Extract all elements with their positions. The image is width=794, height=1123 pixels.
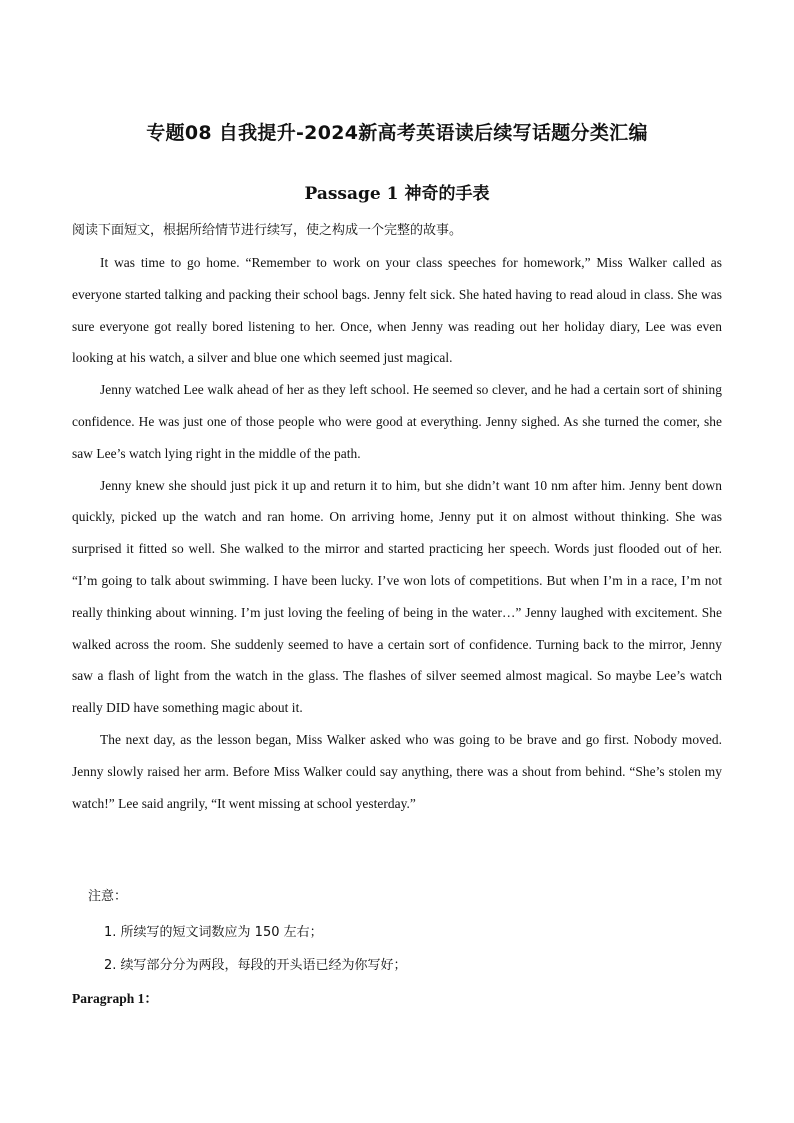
instruction-text: 阅读下面短文，根据所给情节进行续写，使之构成一个完整的故事。 bbox=[72, 223, 463, 238]
passage-title bbox=[0, 179, 794, 204]
passage-title-zh: 神奇的手表 bbox=[404, 184, 490, 204]
paragraph-1-label: Paragraph 1： bbox=[72, 991, 158, 1006]
passage-paragraph-3: Jenny knew she should just pick it up and return it to him, but she didn’t want 10 nm after him. Jenny bent down quickly, picked up the watch and ran home. On arriving home, Jenny put it on almost without thinking. She was surprised it fitted so well. She walked to the mirror and started practicing her speech. Words just flooded out of her. “I’m going to talk about swimming. I have been lucky. I’ve won lots of competitions. But when I’m in a race, I’m not really thinking about winning. I’m just loving the feeling of being in the water…” Jenny laughed with excitement. She walked across the room. She suddenly seemed to have a certain sort of confidence. Turning back to the mirror, Jenny saw a flash of light from the watch in the glass. The flashes of silver seemed almost magical. So maybe Lee’s watch really DID have something magic about it. bbox=[72, 477, 722, 716]
passage-body bbox=[72, 218, 722, 819]
passage-label: Passage 1 bbox=[304, 184, 399, 204]
passage-paragraph-2: Jenny watched Lee walk ahead of her as they left school. He seemed so clever, and he had a certain sort of shining confidence. He was just one of those people who were good at everything. Jenny sighed. As she turned the comer, she saw Lee’s watch lying right in the middle of the path. bbox=[72, 382, 722, 461]
notes-title: 注意： bbox=[88, 889, 128, 904]
note-item-1: 1. 所续写的短文词数应为 150 左右； bbox=[104, 925, 323, 940]
document-title: 专题08 自我提升-2024新高考英语读后续写话题分类汇编 bbox=[146, 122, 648, 144]
passage-paragraph-4: The next day, as the lesson began, Miss Walker asked who was going to be brave and go first. Nobody moved. Jenny slowly raised her arm. Before Miss Walker could say anything, there was a shout from behind. “She’s stolen my watch!” Lee said angrily, “It went missing at school yesterday.” bbox=[72, 731, 722, 811]
passage-paragraph-1: It was time to go home. “Remember to work on your class speeches for homework,” Miss Walker called as everyone started talking and packing their school bags. Jenny felt sick. She hated having to read aloud in class. She was sure everyone got really bored listening to her. Once, when Jenny was reading out her holiday diary, Lee was even looking at his watch, a silver and blue one which seemed just magical. bbox=[72, 255, 722, 366]
note-item-2: 2. 续写部分分为两段，每段的开头语已经为你写好； bbox=[104, 958, 407, 973]
notes-section bbox=[88, 886, 708, 987]
